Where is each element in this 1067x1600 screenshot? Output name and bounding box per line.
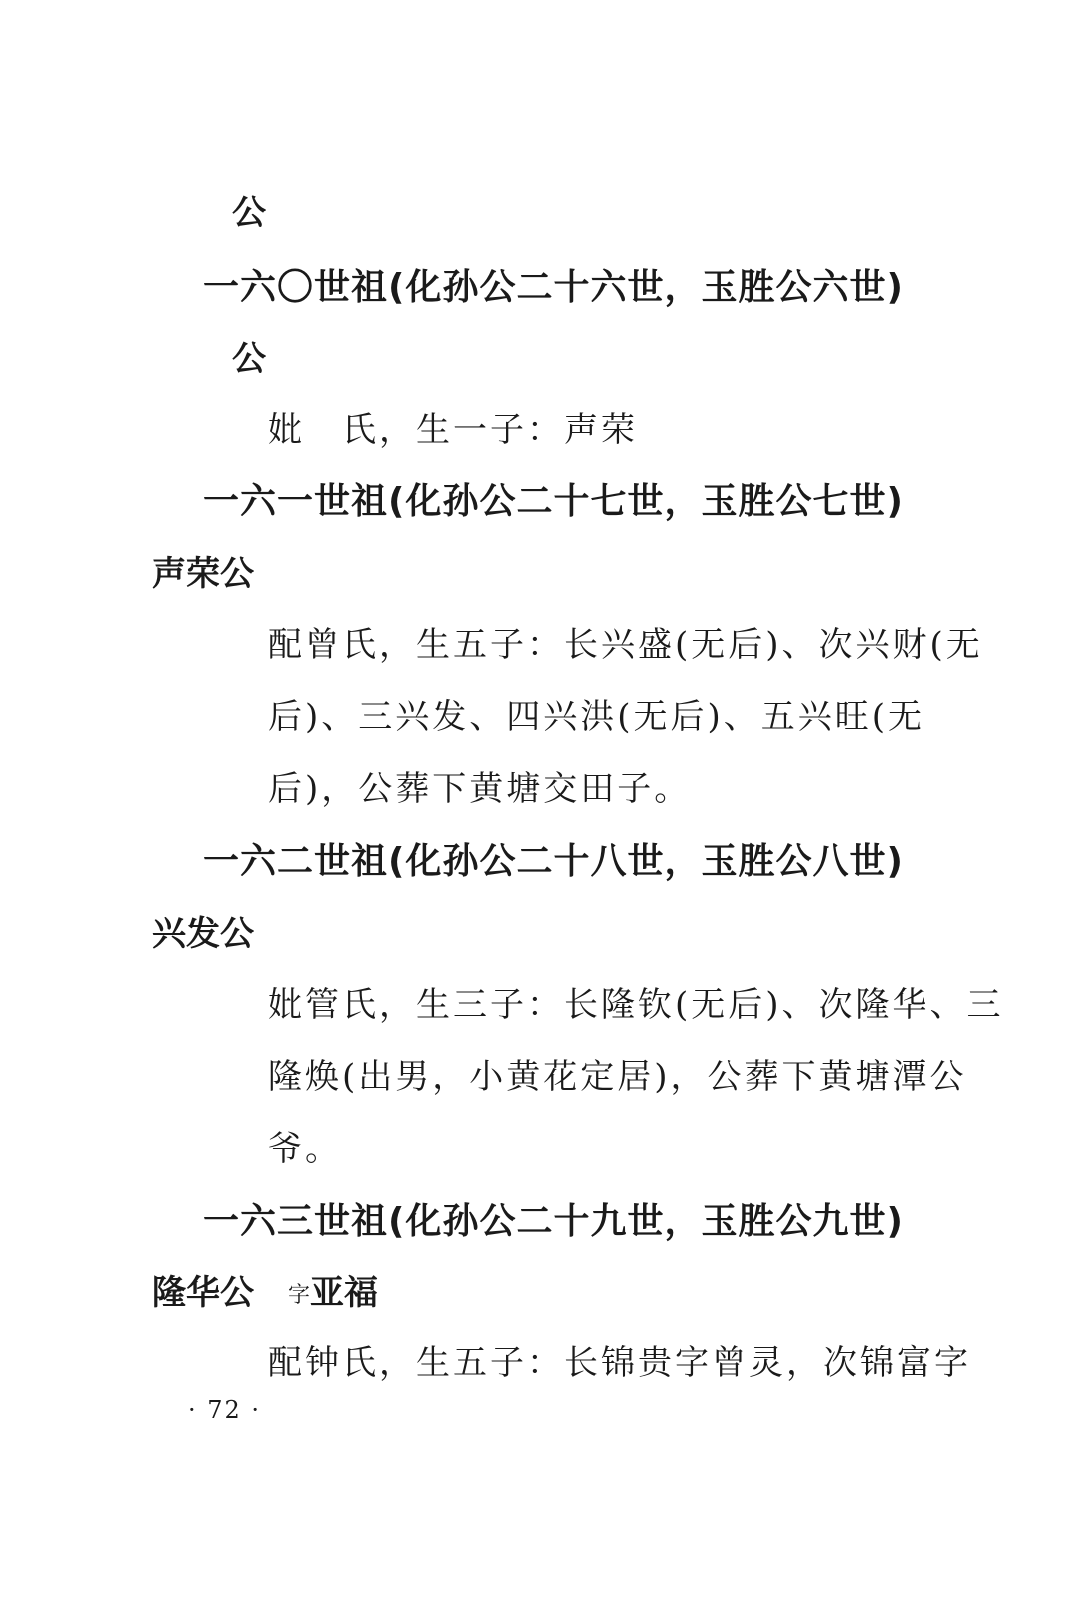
ancestor-name-line [232,339,266,379]
generation-heading: 一六一世祖(化孙公二十七世，玉胜公七世) [203,481,904,522]
ancestor-name: 公 [232,193,266,233]
body-line: 配钟氏，生五子：长锦贵字曾灵，次锦富字 [268,1343,971,1383]
generation-heading: 一六二世祖(化孙公二十八世，玉胜公八世) [203,841,904,882]
body-line: 隆焕(出男，小黄花定居)，公葬下黄塘潭公 [268,1057,967,1097]
ancestor-name: 公 [232,339,266,379]
ancestor-name: 兴发公 [152,914,254,954]
page-number: · 72 · [188,1396,262,1424]
ancestor-name: 隆华公 [152,1273,254,1313]
body-line: 爷。 [268,1129,342,1169]
body-line: 妣 氏，生一子：声荣 [268,410,638,450]
ancestor-name-line [232,193,266,233]
courtesy-name-label: 字 [288,1283,311,1308]
courtesy-name: 亚福 [310,1273,379,1313]
generation-heading: 一六〇世祖(化孙公二十六世，玉胜公六世) [203,267,904,308]
generation-heading: 一六三世祖(化孙公二十九世，玉胜公九世) [203,1201,904,1242]
body-line: 妣管氏，生三子：长隆钦(无后)、次隆华、三 [268,985,1004,1025]
ancestor-name-line [152,1273,379,1313]
body-line: 后)、三兴发、四兴洪(无后)、五兴旺(无 [268,697,926,737]
body-line: 配曾氏，生五子：长兴盛(无后)、次兴财(无 [268,625,983,665]
body-line: 后)，公葬下黄塘交田子。 [268,769,692,809]
ancestor-name: 声荣公 [152,554,254,594]
